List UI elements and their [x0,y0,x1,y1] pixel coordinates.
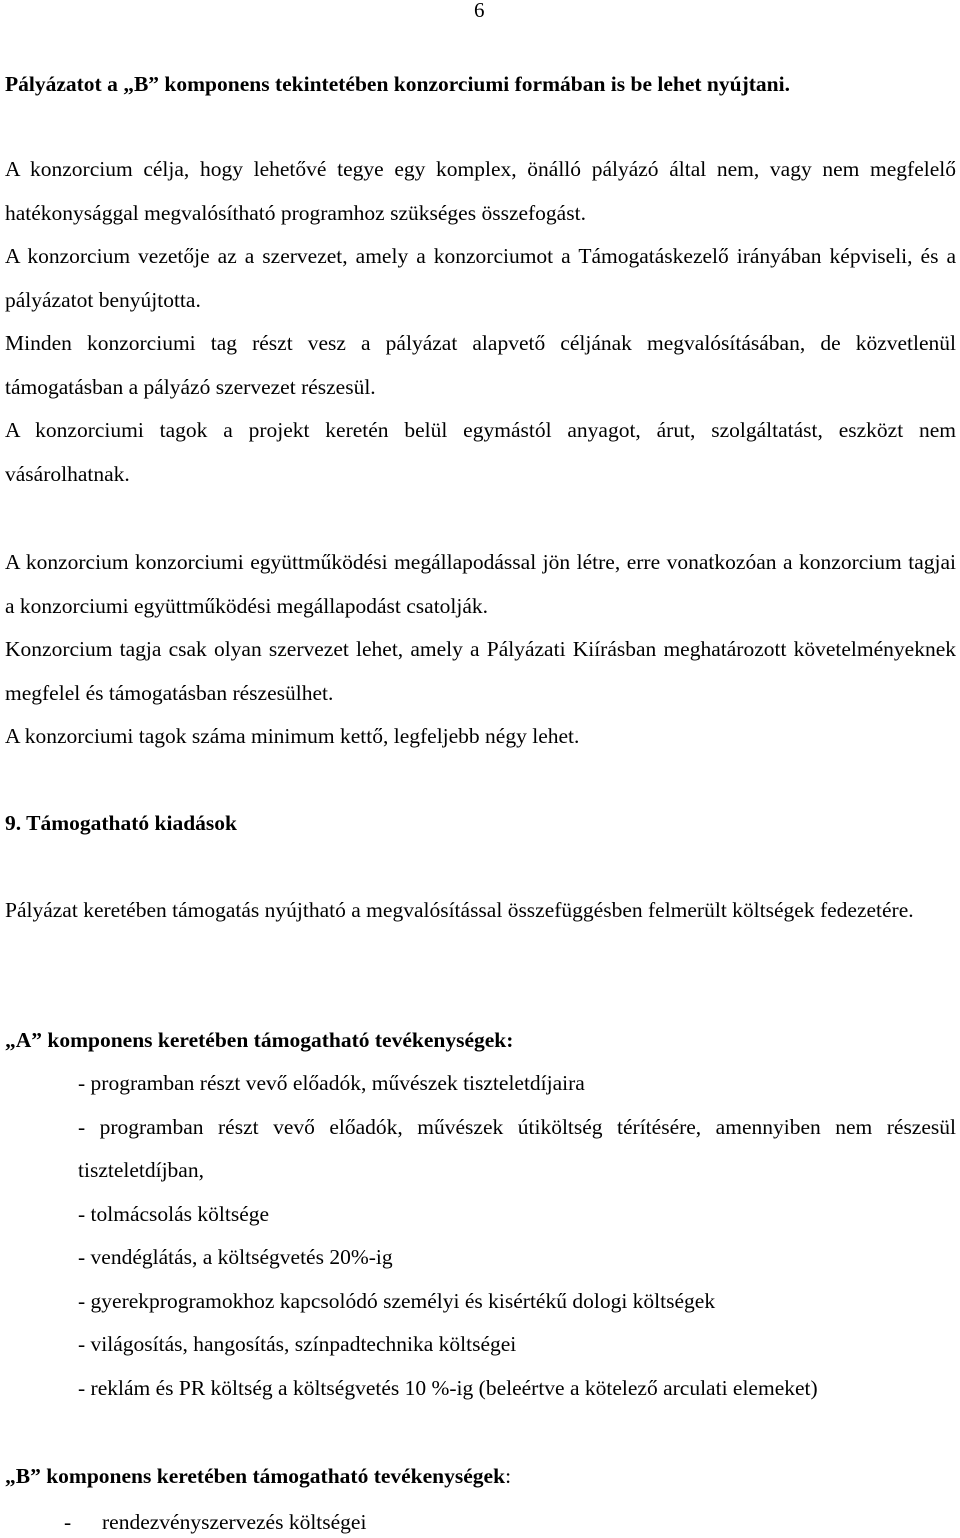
component-b-item-text: rendezvényszervezés költségei [102,1510,367,1534]
list-item: - programban részt vevő előadók, művészek tiszteletdíjaira [78,1071,585,1095]
page-number: 6 [474,0,485,22]
paragraph-consortium-agreement: A konzorcium konzorciumi együttműködési megállapodással jön létre, erre vonatkozóan a konzorcium tagjai a konzorciumi együttműködési megállapodást csatolják. [5,550,956,618]
component-b-list-item [64,1506,956,1538]
list-item: - reklám és PR költség a költségvetés 10 %-ig (beleértve a kötelező arculati elemeket) [78,1375,818,1400]
paragraph-consortium-member: Minden konzorciumi tag részt vesz a pályázat alapvető céljának megvalósításában, de közvetlenül támogatásban a pályázó szervezet részesül. [5,331,956,399]
component-a-list [78,1062,956,1410]
list-item: - gyerekprogramokhoz kapcsolódó személyi és kisértékű dologi költségek [78,1288,716,1313]
component-b-heading-text: „B” komponens keretében támogatható tevékenységek [5,1464,506,1488]
list-item: - vendéglátás, a költségvetés 20%-ig [78,1245,393,1269]
intro-heading: Pályázatot a „B” komponens tekintetében konzorciumi formában is be lehet nyújtani. [5,72,790,96]
component-b-heading-colon: : [505,1464,512,1488]
section-heading: 9. Támogatható kiadások [5,811,237,835]
section-intro: Pályázat keretében támogatás nyújtható a megvalósítással összefüggésben felmerült költségek fedezetére. [5,898,914,922]
paragraph-consortium-goal: A konzorcium célja, hogy lehetővé tegye egy komplex, önálló pályázó által nem, vagy nem megfelelő hatékonysággal megvalósítható programhoz szükséges összefogást. [5,157,956,225]
paragraph-consortium-leader: A konzorcium vezetője az a szervezet, amely a konzorciumot a Támogatáskezelő irányában képviseli, és a pályázatot benyújtotta. [5,244,956,312]
paragraph-consortium-size: A konzorciumi tagok száma minimum kettő, legfeljebb négy lehet. [5,724,580,748]
paragraph-consortium-eligibility: Konzorcium tagja csak olyan szervezet lehet, amely a Pályázati Kiírásban meghatározott követelményeknek megfelel és támogatásban részesülhet. [5,637,956,705]
component-a-heading: „A” komponens keretében támogatható tevékenységek: [5,1028,514,1052]
list-item: - világosítás, hangosítás, színpadtechnika költségei [78,1332,517,1356]
paragraph-consortium-purchase: A konzorciumi tagok a projekt keretén belül egymástól anyagot, árut, szolgáltatást, eszközt nem vásárolhatnak. [5,418,956,486]
list-dash: - [64,1510,72,1534]
list-item: - tolmácsolás költsége [78,1201,270,1226]
list-item: - programban részt vevő előadók, művészek útiköltség térítésére, amennyiben nem részesül tiszteletdíjban, [78,1114,956,1182]
component-b-heading [5,1462,956,1490]
